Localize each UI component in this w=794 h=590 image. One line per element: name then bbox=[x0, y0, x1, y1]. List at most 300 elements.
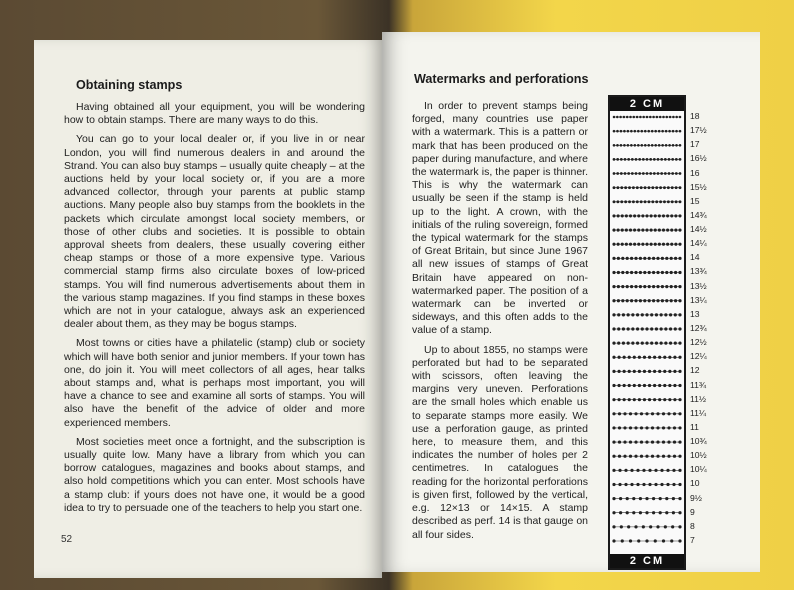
gauge-perforation-dot bbox=[672, 483, 675, 486]
gauge-perforation-dot bbox=[653, 158, 656, 161]
gauge-perforation-dot bbox=[624, 186, 627, 189]
gauge-perforation-dot bbox=[651, 200, 654, 203]
gauge-perforation-dot bbox=[646, 116, 649, 119]
gauge-perforation-dot bbox=[612, 370, 615, 373]
gauge-perforation-dot bbox=[612, 440, 615, 443]
gauge-perforation-dot bbox=[660, 483, 663, 486]
gauge-perforation-dot bbox=[623, 130, 626, 133]
gauge-perforation-dot bbox=[644, 186, 647, 189]
gauge-perforation-dot bbox=[648, 483, 651, 486]
gauge-perforation-dot bbox=[668, 172, 671, 175]
gauge-perforation-dot bbox=[631, 342, 634, 345]
gauge-perforation-dot bbox=[662, 214, 665, 217]
gauge-perforation-dot bbox=[619, 116, 622, 119]
gauge-perforation-dot bbox=[623, 384, 626, 387]
gauge-perforation-dot bbox=[664, 327, 667, 330]
gauge-perforation-dot bbox=[619, 497, 622, 500]
gauge-perforation-dot bbox=[637, 214, 640, 217]
gauge-perforation-dot bbox=[621, 243, 624, 246]
gauge-perforation-dot bbox=[678, 412, 681, 415]
gauge-perforation-dot bbox=[617, 285, 620, 288]
gauge-perforation-dot bbox=[639, 257, 642, 260]
gauge-perforation-dot bbox=[658, 130, 661, 133]
gauge-perforation-dot bbox=[618, 412, 621, 415]
gauge-perforation-dot bbox=[679, 172, 682, 175]
gauge-perforation-dot bbox=[671, 172, 674, 175]
gauge-value-label: 12¾ bbox=[690, 323, 707, 333]
gauge-perforation-dot bbox=[648, 257, 651, 260]
gauge-perforation-dot bbox=[678, 228, 681, 231]
gauge-perforation-dot bbox=[674, 271, 677, 274]
gauge-perforation-dot bbox=[612, 285, 615, 288]
gauge-perforation-dot bbox=[663, 356, 666, 359]
gauge-perforation-dot bbox=[658, 384, 661, 387]
gauge-perforation-dot bbox=[623, 144, 626, 147]
gauge-perforation-dot bbox=[643, 384, 646, 387]
gauge-perforation-dot bbox=[617, 228, 620, 231]
gauge-value-label: 11¾ bbox=[690, 379, 707, 390]
gauge-perforation-dot bbox=[617, 214, 620, 217]
gauge-perforation-dot bbox=[623, 426, 626, 429]
gauge-perforation-dot bbox=[643, 370, 646, 373]
gauge-perforation-dot bbox=[675, 172, 678, 175]
gauge-perforation-dot bbox=[674, 257, 677, 260]
gauge-perforation-dot bbox=[658, 370, 661, 373]
gauge-perforation-dot bbox=[638, 356, 641, 359]
gauge-perforation-dot bbox=[628, 356, 631, 359]
gauge-perforation-dot bbox=[637, 130, 640, 133]
gauge-perforation-dot bbox=[647, 130, 650, 133]
gauge-perforation-dot bbox=[658, 144, 661, 147]
gauge-perforation-dot bbox=[625, 243, 628, 246]
gauge-perforation-dot bbox=[656, 525, 659, 528]
gauge-perforation-dot bbox=[645, 412, 648, 415]
gauge-perforation-dot bbox=[624, 483, 627, 486]
gauge-perforation-dot bbox=[644, 200, 647, 203]
gauge-perforation-dot bbox=[641, 214, 644, 217]
gauge-perforation-dot bbox=[649, 116, 652, 119]
gauge-perforation-dot bbox=[678, 398, 681, 401]
gauge-perforation-dot bbox=[629, 455, 632, 458]
gauge-value-label: 11¼ bbox=[690, 407, 707, 418]
gauge-perforation-dot bbox=[628, 200, 631, 203]
gauge-perforation-dot bbox=[657, 158, 660, 161]
gauge-perforation-dot bbox=[670, 243, 673, 246]
gauge-perforation-dot bbox=[655, 327, 658, 330]
gauge-perforation-dot bbox=[651, 455, 654, 458]
gauge-perforation-dot bbox=[629, 243, 632, 246]
gauge-perforation-dot bbox=[627, 144, 630, 147]
gauge-bottom-label: 2 CM bbox=[610, 554, 684, 568]
gauge-perforation-dot bbox=[660, 342, 663, 345]
gauge-perforation-dot bbox=[674, 243, 677, 246]
gauge-perforation-dot bbox=[612, 455, 615, 458]
gauge-perforation-dot bbox=[642, 172, 645, 175]
gauge-perforation-dot bbox=[654, 144, 657, 147]
gauge-perforation-dot bbox=[624, 469, 627, 472]
gauge-perforation-dot bbox=[656, 412, 659, 415]
gauge-perforation-dot bbox=[643, 398, 646, 401]
gauge-perforation-dot bbox=[662, 412, 665, 415]
gauge-perforation-dot bbox=[620, 525, 623, 528]
gauge-perforation-dot bbox=[657, 172, 660, 175]
left-paragraph: Having obtained all your equipment, you will be wondering how to obtain stamps. There are many ways to do this. bbox=[64, 101, 365, 127]
gauge-perforation-dot bbox=[622, 342, 625, 345]
gauge-perforation-dot bbox=[652, 271, 655, 274]
gauge-perforation-dot bbox=[645, 214, 648, 217]
gauge-perforation-dot bbox=[656, 271, 659, 274]
gauge-perforation-dot bbox=[612, 539, 615, 542]
gauge-perforation-dot bbox=[670, 228, 673, 231]
gauge-perforation-dot bbox=[667, 186, 670, 189]
gauge-perforation-dot bbox=[652, 497, 655, 500]
gauge-value-label: 10¾ bbox=[690, 436, 707, 447]
gauge-perforation-dot bbox=[612, 299, 615, 302]
gauge-value-label: 17 bbox=[690, 139, 700, 150]
gauge-perforation-dot bbox=[675, 144, 678, 147]
gauge-perforation-dot bbox=[642, 469, 645, 472]
gauge-perforation-dot bbox=[663, 186, 666, 189]
gauge-perforation-dot bbox=[672, 469, 675, 472]
gauge-perforation-dot bbox=[678, 440, 681, 443]
gauge-perforation-dot bbox=[617, 327, 620, 330]
gauge-perforation-dot bbox=[645, 497, 648, 500]
gauge-perforation-dot bbox=[639, 271, 642, 274]
gauge-perforation-dot bbox=[621, 539, 624, 542]
gauge-perforation-dot bbox=[666, 228, 669, 231]
right-page-body bbox=[412, 100, 588, 548]
gauge-perforation-dot bbox=[678, 257, 681, 260]
gauge-perforation-dot bbox=[678, 342, 681, 345]
gauge-perforation-dot bbox=[654, 469, 657, 472]
gauge-perforation-dot bbox=[647, 186, 650, 189]
gauge-perforation-dot bbox=[637, 243, 640, 246]
gauge-perforation-dot bbox=[641, 243, 644, 246]
gauge-perforation-dot bbox=[653, 172, 656, 175]
gauge-perforation-dot bbox=[635, 158, 638, 161]
gauge-perforation-dot bbox=[668, 130, 671, 133]
left-page-body bbox=[64, 101, 365, 521]
gauge-perforation-dot bbox=[655, 200, 658, 203]
gauge-perforation-dot bbox=[655, 342, 658, 345]
gauge-perforation-dot bbox=[620, 200, 623, 203]
gauge-perforation-rows bbox=[610, 97, 684, 568]
gauge-perforation-dot bbox=[636, 483, 639, 486]
right-paragraph: In order to prevent stamps being forged, many countries use paper with a watermark. This is a pattern or mark that has been produced on the paper during manufacture, and where the watermark is, the paper is thinner. This is why the watermark can usually be seen if the stamp is held up to the light. A crown, with the initials of the ruling sovereign, formed the typical watermark for the stamps of Great Britain, but since June 1967 all new issues of stamps of Great Britain have appeared on non-watermarked paper. The position of a watermark can be inverted or sideways, and this often adds to the value of a stamp. bbox=[412, 100, 588, 337]
gauge-perforation-dot bbox=[655, 313, 658, 316]
gauge-perforation-dot bbox=[642, 483, 645, 486]
gauge-perforation-dot bbox=[617, 398, 620, 401]
gauge-perforation-dot bbox=[648, 299, 651, 302]
gauge-perforation-dot bbox=[613, 130, 616, 133]
gauge-perforation-dot bbox=[656, 440, 659, 443]
gauge-perforation-dot bbox=[627, 158, 630, 161]
gauge-perforation-dot bbox=[619, 511, 622, 514]
page-number: 52 bbox=[61, 534, 73, 545]
gauge-value-label: 11 bbox=[690, 421, 699, 432]
gauge-perforation-dot bbox=[663, 370, 666, 373]
gauge-perforation-dot bbox=[630, 285, 633, 288]
gauge-perforation-dot bbox=[646, 172, 649, 175]
gauge-perforation-dot bbox=[656, 455, 659, 458]
gauge-perforation-dot bbox=[659, 186, 662, 189]
gauge-perforation-dot bbox=[633, 243, 636, 246]
gauge-perforation-dot bbox=[627, 172, 630, 175]
gauge-perforation-dot bbox=[678, 426, 681, 429]
gauge-perforation-dot bbox=[628, 398, 631, 401]
gauge-perforation-dot bbox=[678, 370, 681, 373]
gauge-perforation-dot bbox=[634, 285, 637, 288]
gauge-perforation-dot bbox=[662, 539, 665, 542]
gauge-perforation-dot bbox=[654, 228, 657, 231]
gauge-perforation-dot bbox=[648, 469, 651, 472]
gauge-perforation-dot bbox=[617, 356, 620, 359]
gauge-perforation-dot bbox=[630, 130, 633, 133]
gauge-perforation-dot bbox=[616, 200, 619, 203]
gauge-perforation-dot bbox=[678, 285, 681, 288]
gauge-perforation-dot bbox=[652, 285, 655, 288]
gauge-perforation-dot bbox=[670, 271, 673, 274]
gauge-perforation-dot bbox=[612, 398, 615, 401]
gauge-perforation-dot bbox=[617, 257, 620, 260]
gauge-perforation-dot bbox=[674, 327, 677, 330]
gauge-value-label: 9½ bbox=[690, 492, 702, 503]
gauge-perforation-dot bbox=[640, 144, 643, 147]
gauge-perforation-dot bbox=[648, 384, 651, 387]
gauge-perforation-dot bbox=[675, 130, 678, 133]
gauge-perforation-dot bbox=[626, 511, 629, 514]
gauge-perforation-dot bbox=[667, 426, 670, 429]
gauge-perforation-dot bbox=[612, 497, 615, 500]
gauge-perforation-dot bbox=[627, 342, 630, 345]
gauge-perforation-dot bbox=[620, 186, 623, 189]
gauge-perforation-dot bbox=[660, 158, 663, 161]
gauge-perforation-dot bbox=[678, 214, 681, 217]
gauge-perforation-dot bbox=[620, 144, 623, 147]
gauge-perforation-dot bbox=[645, 426, 648, 429]
gauge-perforation-dot bbox=[622, 327, 625, 330]
right-page-heading: Watermarks and perforations bbox=[414, 72, 589, 86]
gauge-perforation-dot bbox=[654, 214, 657, 217]
gauge-perforation-dot bbox=[662, 426, 665, 429]
gauge-perforation-dot bbox=[662, 228, 665, 231]
gauge-perforation-dot bbox=[633, 356, 636, 359]
gauge-perforation-dot bbox=[678, 469, 681, 472]
gauge-perforation-dot bbox=[660, 469, 663, 472]
gauge-perforation-dot bbox=[651, 426, 654, 429]
gauge-perforation-dot bbox=[645, 243, 648, 246]
gauge-perforation-dot bbox=[668, 144, 671, 147]
gauge-perforation-dot bbox=[642, 158, 645, 161]
gauge-perforation-dot bbox=[665, 497, 668, 500]
gauge-perforation-dot bbox=[649, 158, 652, 161]
gauge-perforation-dot bbox=[613, 186, 616, 189]
gauge-perforation-dot bbox=[633, 228, 636, 231]
gauge-perforation-dot bbox=[650, 313, 653, 316]
gauge-perforation-dot bbox=[647, 144, 650, 147]
gauge-perforation-dot bbox=[639, 511, 642, 514]
gauge-perforation-dot bbox=[613, 144, 616, 147]
gauge-perforation-dot bbox=[612, 426, 615, 429]
gauge-perforation-dot bbox=[612, 243, 615, 246]
gauge-perforation-dot bbox=[612, 342, 615, 345]
gauge-perforation-dot bbox=[621, 285, 624, 288]
gauge-perforation-dot bbox=[618, 455, 621, 458]
gauge-perforation-dot bbox=[617, 370, 620, 373]
gauge-perforation-dot bbox=[651, 186, 654, 189]
gauge-perforation-dot bbox=[618, 469, 621, 472]
gauge-perforation-dot bbox=[659, 497, 662, 500]
gauge-perforation-dot bbox=[632, 511, 635, 514]
gauge-perforation-dot bbox=[665, 299, 668, 302]
gauge-perforation-dot bbox=[668, 398, 671, 401]
gauge-perforation-dot bbox=[663, 384, 666, 387]
gauge-perforation-dot bbox=[658, 228, 661, 231]
gauge-perforation-dot bbox=[659, 116, 662, 119]
gauge-perforation-dot bbox=[645, 455, 648, 458]
gauge-perforation-dot bbox=[645, 228, 648, 231]
gauge-perforation-dot bbox=[633, 398, 636, 401]
gauge-perforation-dot bbox=[663, 200, 666, 203]
gauge-value-label: 13½ bbox=[690, 280, 707, 291]
gauge-perforation-dot bbox=[633, 370, 636, 373]
gauge-perforation-dot bbox=[674, 299, 677, 302]
gauge-perforation-dot bbox=[674, 214, 677, 217]
gauge-perforation-dot bbox=[645, 440, 648, 443]
left-paragraph: You can go to your local dealer or, if you live in or near London, you will find numerous dealers in and around the Strand. You can also buy stamps – usually quite cheaply – at the auctions held by your local society or, if you are a more advanced collector, through your parents at public stamp auctions. Many people also buy stamps from the booklets in the packets which circulate amongst local society members, or those of other clubs and societies. It is possible to obtain approval sheets from dealers, these usually covering either cheap stamps or those of a more expensive type. Various commercial stamp firms also circulate boxes of low-priced stamps. You will find numerous advertisements about them in the various stamp magazines. If you find stamps in these boxes which are not in your catalogue, always ask an experienced dealer about them, as they may be bogus stamps. bbox=[64, 133, 365, 331]
gauge-perforation-dot bbox=[621, 228, 624, 231]
gauge-perforation-dot bbox=[634, 271, 637, 274]
gauge-perforation-dot bbox=[669, 313, 672, 316]
gauge-perforation-dot bbox=[626, 257, 629, 260]
gauge-perforation-dot bbox=[642, 116, 645, 119]
gauge-perforation-dot bbox=[636, 327, 639, 330]
gauge-perforation-dot bbox=[669, 116, 672, 119]
gauge-perforation-dot bbox=[649, 525, 652, 528]
gauge-perforation-dot bbox=[658, 356, 661, 359]
gauge-perforation-dot bbox=[671, 525, 674, 528]
gauge-perforation-dot bbox=[628, 186, 631, 189]
gauge-perforation-dot bbox=[662, 116, 665, 119]
gauge-perforation-dot bbox=[632, 186, 635, 189]
gauge-perforation-dot bbox=[629, 116, 632, 119]
gauge-value-label: 14¾ bbox=[690, 209, 707, 220]
gauge-perforation-dot bbox=[656, 116, 659, 119]
gauge-perforation-dot bbox=[643, 285, 646, 288]
gauge-perforation-dot bbox=[674, 228, 677, 231]
gauge-perforation-dot bbox=[669, 342, 672, 345]
gauge-perforation-dot bbox=[612, 525, 615, 528]
gauge-perforation-dot bbox=[643, 356, 646, 359]
gauge-perforation-dot bbox=[638, 398, 641, 401]
gauge-perforation-dot bbox=[621, 299, 624, 302]
gauge-perforation-dot bbox=[670, 299, 673, 302]
gauge-perforation-dot bbox=[612, 412, 615, 415]
gauge-perforation-dot bbox=[643, 299, 646, 302]
gauge-perforation-dot bbox=[626, 299, 629, 302]
gauge-perforation-dot bbox=[645, 313, 648, 316]
gauge-perforation-dot bbox=[647, 200, 650, 203]
gauge-perforation-dot bbox=[648, 370, 651, 373]
gauge-perforation-dot bbox=[621, 257, 624, 260]
gauge-perforation-dot bbox=[629, 412, 632, 415]
gauge-perforation-dot bbox=[678, 525, 681, 528]
gauge-perforation-dot bbox=[660, 327, 663, 330]
gauge-perforation-dot bbox=[634, 455, 637, 458]
gauge-perforation-dot bbox=[673, 440, 676, 443]
gauge-perforation-dot bbox=[652, 511, 655, 514]
gauge-perforation-dot bbox=[636, 186, 639, 189]
gauge-perforation-dot bbox=[644, 144, 647, 147]
gauge-perforation-dot bbox=[664, 525, 667, 528]
gauge-perforation-dot bbox=[668, 356, 671, 359]
gauge-perforation-dot bbox=[665, 285, 668, 288]
gauge-perforation-dot bbox=[624, 200, 627, 203]
gauge-perforation-dot bbox=[634, 440, 637, 443]
gauge-perforation-dot bbox=[630, 271, 633, 274]
gauge-perforation-dot bbox=[623, 356, 626, 359]
gauge-value-label: 14¼ bbox=[690, 238, 707, 249]
gauge-perforation-dot bbox=[634, 525, 637, 528]
gauge-perforation-dot bbox=[620, 130, 623, 133]
gauge-perforation-dot bbox=[636, 342, 639, 345]
gauge-perforation-dot bbox=[626, 285, 629, 288]
gauge-perforation-dot bbox=[641, 342, 644, 345]
gauge-perforation-dot bbox=[667, 200, 670, 203]
gauge-perforation-dot bbox=[653, 356, 656, 359]
gauge-perforation-dot bbox=[678, 455, 681, 458]
gauge-perforation-dot bbox=[658, 243, 661, 246]
gauge-value-label: 12½ bbox=[690, 337, 707, 348]
gauge-perforation-dot bbox=[650, 243, 653, 246]
gauge-perforation-dot bbox=[623, 398, 626, 401]
gauge-perforation-dot bbox=[674, 342, 677, 345]
gauge-perforation-dot bbox=[654, 243, 657, 246]
gauge-perforation-dot bbox=[666, 116, 669, 119]
gauge-perforation-dot bbox=[678, 539, 681, 542]
gauge-perforation-dot bbox=[632, 497, 635, 500]
gauge-perforation-dot bbox=[627, 313, 630, 316]
right-paragraph: Up to about 1855, no stamps were perforated but had to be separated with scissors, often leaving the margins very uneven. Perforations are the small holes which enable us to separate stamps more easily. We use a perforation gauge, as printed here, to measure them, and this indicates the number of holes per 2 centimetres. In catalogues the reading for the horizontal perforations is given first, followed by the vertical, e.g. 12×13 or 14×15. A stamp described as perf. 14 is that gauge on all four sides. bbox=[412, 343, 588, 541]
gauge-perforation-dot bbox=[629, 440, 632, 443]
gauge-perforation-dot bbox=[661, 271, 664, 274]
gauge-value-label: 10½ bbox=[690, 450, 707, 461]
gauge-perforation-dot bbox=[665, 257, 668, 260]
gauge-perforation-dot bbox=[678, 313, 681, 316]
gauge-perforation-dot bbox=[670, 539, 673, 542]
gauge-perforation-dot bbox=[627, 525, 630, 528]
gauge-perforation-dot bbox=[679, 144, 682, 147]
gauge-perforation-dot bbox=[612, 228, 615, 231]
gauge-perforation-dot bbox=[630, 299, 633, 302]
gauge-perforation-dot bbox=[660, 172, 663, 175]
left-paragraph: Most societies meet once a fortnight, and the subscription is usually quite low. Many have a library from which you can borrow catalogues, magazines and books about stamps, and also hold competitions which you can enter. Most schools have a stamp club: if yours does not have one, it would be a good idea to try to persuade one of the teachers to help you start one. bbox=[64, 435, 365, 514]
gauge-perforation-dot bbox=[628, 384, 631, 387]
gauge-perforation-dot bbox=[645, 539, 648, 542]
gauge-perforation-dot bbox=[673, 426, 676, 429]
gauge-perforation-dot bbox=[678, 299, 681, 302]
gauge-perforation-dot bbox=[666, 214, 669, 217]
gauge-perforation-dot bbox=[648, 356, 651, 359]
gauge-value-label: 12 bbox=[690, 365, 700, 376]
gauge-perforation-dot bbox=[674, 285, 677, 288]
gauge-perforation-dot bbox=[675, 200, 678, 203]
gauge-perforation-dot bbox=[613, 200, 616, 203]
gauge-perforation-dot bbox=[626, 271, 629, 274]
gauge-perforation-dot bbox=[659, 200, 662, 203]
left-paragraph: Most towns or cities have a philatelic (stamp) club or society which will have both senior and junior members. If your town has one, do join it. You will meet collectors of all ages, hear talks about stamps and, what is perhaps most important, you will have a chance to see and examine all sorts of stamps. You will also have the benefit of the advice of older and more experienced members. bbox=[64, 337, 365, 429]
gauge-value-label: 17½ bbox=[690, 125, 707, 136]
